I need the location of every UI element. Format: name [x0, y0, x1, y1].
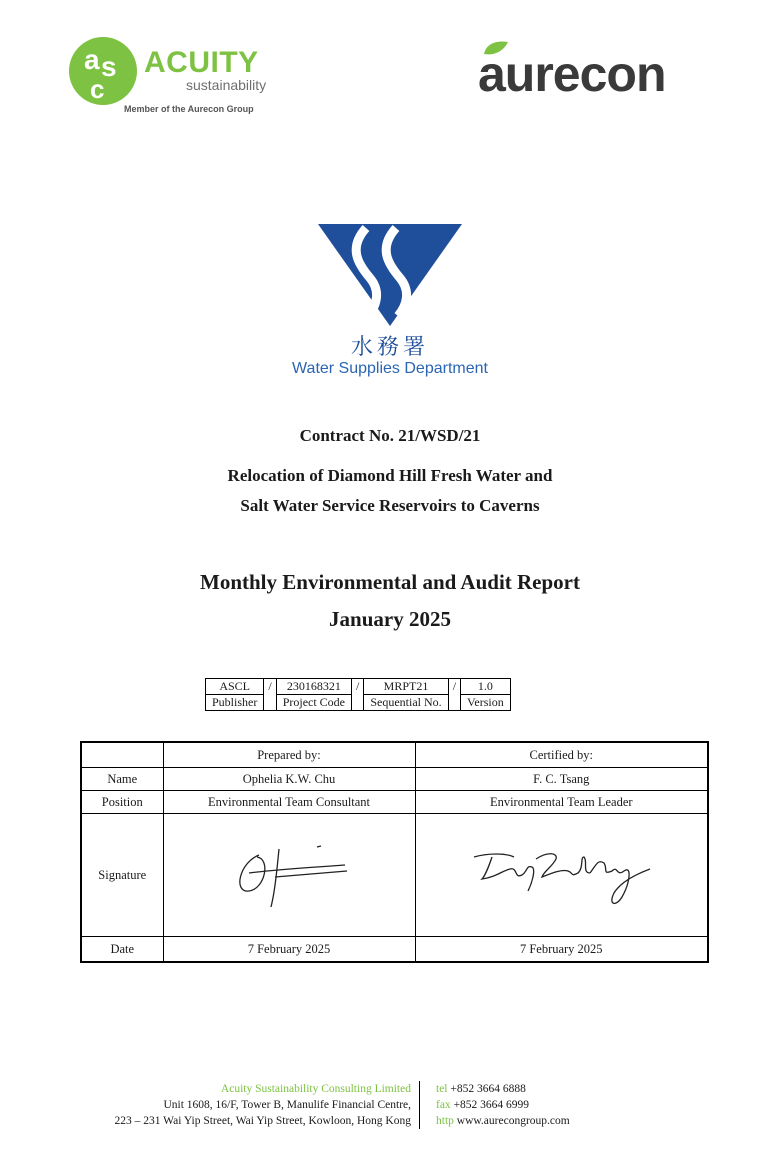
document-reference-table [205, 678, 511, 711]
tel-label: tel [436, 1083, 448, 1095]
footer-company: Acuity Sustainability Consulting Limited [220, 1083, 411, 1095]
certified-name: F. C. Tsang [415, 768, 708, 791]
sequential-no-value: MRPT21 [364, 679, 448, 695]
fax-value: +852 3664 6999 [453, 1099, 530, 1111]
version-value: 1.0 [461, 679, 511, 695]
aurecon-logo [478, 40, 708, 110]
wsd-logo [270, 222, 510, 382]
name-row [81, 768, 708, 791]
footer-tel [436, 1081, 570, 1097]
footer-address-line-1: Unit 1608, 16/F, Tower B, Manulife Financial Centre, [163, 1099, 411, 1111]
footer-web [436, 1113, 570, 1129]
reference-separator: / [448, 679, 460, 695]
certified-position: Environmental Team Leader [415, 791, 708, 814]
svg-text:c: c [90, 74, 105, 104]
acuity-name: ACUITY [144, 46, 259, 79]
prepared-position: Environmental Team Consultant [163, 791, 415, 814]
reference-separator: / [264, 679, 276, 695]
reference-labels-row [206, 695, 511, 711]
wsd-english-name: Water Supplies Department [292, 360, 488, 377]
footer-address [115, 1081, 421, 1129]
header-blank-cell [81, 742, 163, 768]
certified-date: 7 February 2025 [415, 937, 708, 963]
name-label: Name [81, 768, 163, 791]
report-title: Monthly Environmental and Audit Report [200, 570, 580, 594]
report-period: January 2025 [329, 607, 451, 631]
fax-label: fax [436, 1099, 451, 1111]
separator-spacer [352, 695, 364, 711]
publisher-value: ASCL [206, 679, 264, 695]
handwritten-signature-image [219, 835, 359, 915]
publisher-label: Publisher [206, 695, 264, 711]
footer-fax [436, 1097, 570, 1113]
position-row [81, 791, 708, 814]
certified-signature [415, 814, 708, 937]
project-title-line-1: Relocation of Diamond Hill Fresh Water and [227, 466, 553, 485]
footer-contact [428, 1081, 570, 1129]
svg-text:a: a [84, 44, 100, 75]
acuity-emblem [68, 36, 138, 106]
prepared-by-header: Prepared by: [163, 742, 415, 768]
signoff-table [80, 741, 709, 963]
aurecon-wordmark: aurecon [478, 46, 666, 102]
project-title-line-2: Salt Water Service Reservoirs to Caverns [240, 496, 540, 515]
position-label: Position [81, 791, 163, 814]
handwritten-signature-image [466, 835, 656, 915]
acuity-tagline: sustainability [186, 77, 267, 93]
signature-row [81, 814, 708, 937]
acuity-logo [68, 34, 278, 118]
date-label: Date [81, 937, 163, 963]
version-label: Version [461, 695, 511, 711]
sequential-no-label: Sequential No. [364, 695, 448, 711]
acuity-member-line: Member of the Aurecon Group [124, 104, 254, 114]
prepared-name: Ophelia K.W. Chu [163, 768, 415, 791]
web-label: http [436, 1115, 454, 1127]
tel-value: +852 3664 6888 [450, 1083, 526, 1095]
wsd-emblem [270, 222, 510, 330]
reference-values-row [206, 679, 511, 695]
certified-by-header: Certified by: [415, 742, 708, 768]
footer-address-line-2: 223 – 231 Wai Yip Street, Wai Yip Street, Kowloon, Hong Kong [114, 1115, 411, 1127]
date-row [81, 937, 708, 963]
prepared-signature [163, 814, 415, 937]
wsd-chinese-name: 水務署 [350, 335, 429, 360]
signature-label: Signature [81, 814, 163, 937]
separator-spacer [264, 695, 276, 711]
web-value[interactable]: www.aurecongroup.com [456, 1115, 570, 1127]
signoff-header-row [81, 742, 708, 768]
prepared-date: 7 February 2025 [163, 937, 415, 963]
contract-number: Contract No. 21/WSD/21 [299, 426, 481, 445]
project-code-label: Project Code [276, 695, 351, 711]
project-code-value: 230168321 [276, 679, 351, 695]
separator-spacer [448, 695, 460, 711]
svg-text:s: s [101, 51, 117, 82]
reference-separator: / [352, 679, 364, 695]
